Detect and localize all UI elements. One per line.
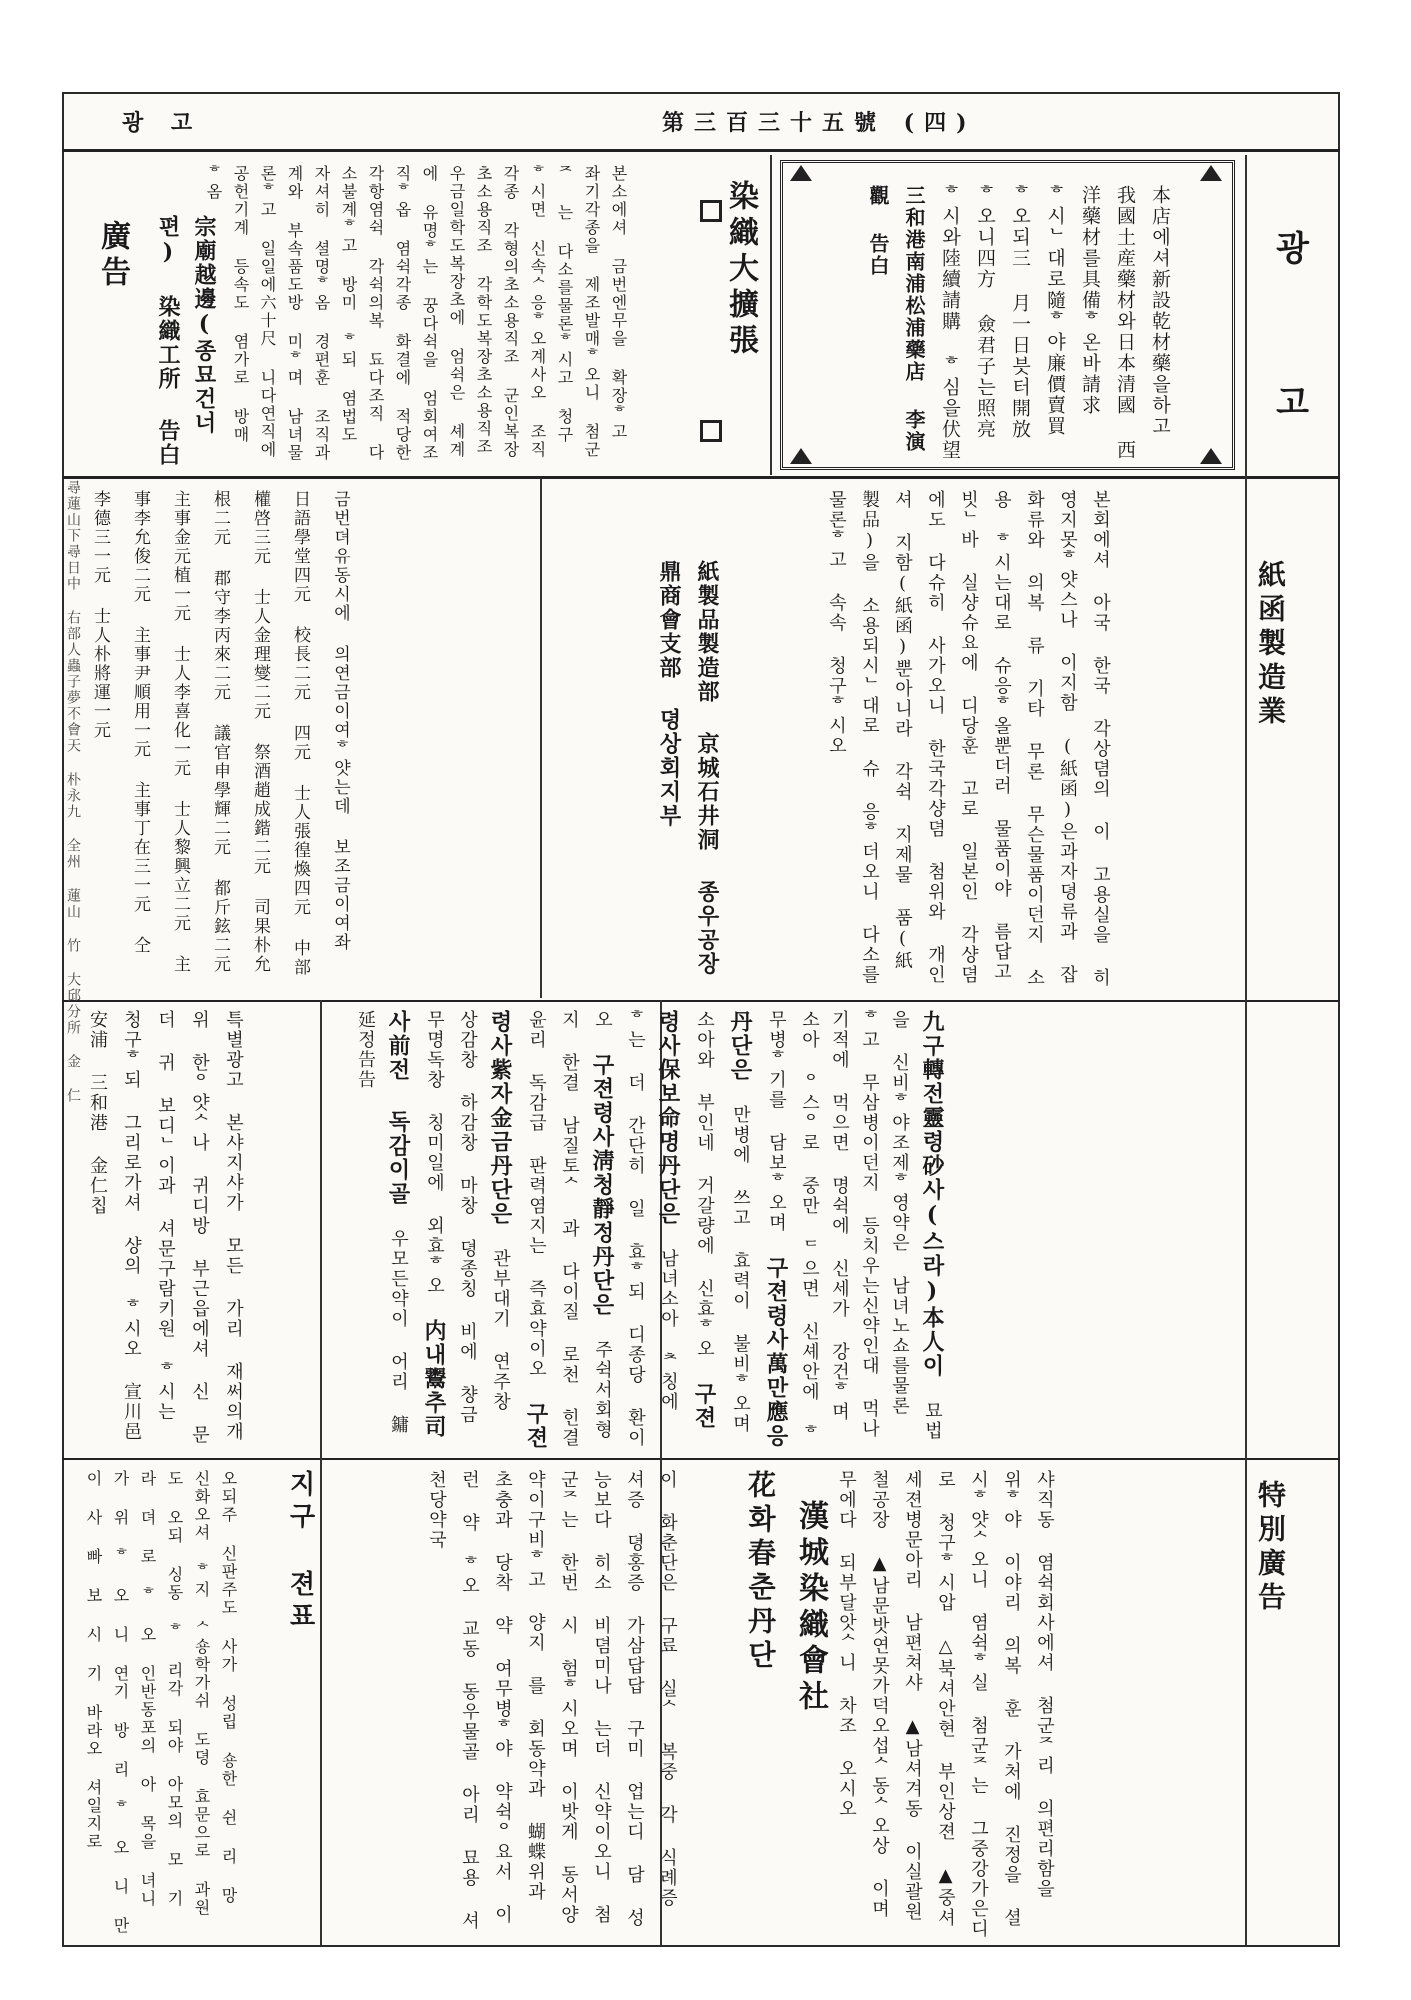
special-line: 오시오 [836, 1759, 857, 1819]
medicine-line: 月一日븟터開放ᄒ오니四方 [974, 185, 1031, 440]
branch-notice [80, 1010, 250, 1450]
special-line: 염쉭ᄒ실 첨군ᄌ는 그중강가은디로 [935, 1470, 989, 1939]
divider-middle [62, 1000, 1340, 1002]
rule-donation [540, 478, 542, 998]
pill-name: 구젼령사紫자金금丹단은 [487, 1010, 549, 1450]
notice-line: 문 더 귀 보디ᄂ이과 셔문구람키원 [155, 1010, 210, 1445]
paper-branch: 鼎商會支部 뎡상회지부 [656, 560, 682, 828]
pill-name: 구젼령사萬만應응丹단은 [727, 1010, 789, 1448]
margin-text: 尋蓮山下尋日中 右部人蟲子夢不會天 朴永九 全州 蓮山 竹 大邱分所 金 仁 [65, 480, 81, 1104]
dye-sidebar: 廣告 [95, 220, 130, 292]
special-line: 훈 가처에 진정을 셜시ᄒ얏ᄉ오니 [968, 1470, 1022, 1928]
lost-line: 모 기 라 뎌 로 ᄒ 오 인반동포의 아 [138, 1470, 184, 1908]
paper-ad [820, 490, 1117, 990]
special-line: 샤직동 염쉭회사에셔 첨군ᄌ리 [1034, 1470, 1055, 1776]
donation-line: 議官申學輝二元 都斤鉉二元 [210, 724, 230, 974]
section-label: 광 고 [1269, 230, 1309, 458]
notice-line: 본샤지샤가 모든 가리 재써의개위 [189, 1010, 244, 1442]
dye-line: 염쉭각종 [393, 240, 412, 312]
triangle-ornament [1200, 448, 1222, 464]
dye-line: 우금일학도복장초에 엄쉭은 셰계에 [420, 165, 466, 459]
lost-title: 지구 젼표 [285, 1470, 315, 1634]
notice-line: ᄒ시는 청구ᄒ되 그리로가셔 샹의 [121, 1010, 176, 1422]
donation-line: 士人黎興立二元 主事李允俊二元 [130, 490, 190, 974]
dye-line: 는 다소를물론ᄒ시고 청구ᄒ시면 [528, 165, 574, 444]
medicine-line: ᄒ시ᄂ대로隨ᄒ야廉價賣買ᄒ오되三 [1009, 185, 1066, 437]
spiral-ornament [700, 420, 722, 442]
page-header [62, 92, 1340, 152]
rule-right [1245, 155, 1247, 1945]
notice-line: 특별광고 [223, 1010, 244, 1090]
flower-line: 를 회동약과 蝴蝶위과 초충과 당착 [492, 1470, 546, 1902]
special-line: 청구ᄒ시압 [935, 1513, 956, 1613]
flower-ad [420, 1470, 684, 1940]
donation-line: 士人金理燮二元 祭酒趙成鍇二元 [250, 588, 270, 876]
donation-line: 日語學堂四元 校長二元 四元 [290, 490, 310, 762]
paper-title: 紙函製造業 [1254, 560, 1287, 730]
flower-line: 업는디 담 성능보다 히소 비뎜미나 [591, 1470, 645, 1928]
donation-line: 主事金元植一元 士人李喜化一元 [170, 490, 190, 778]
lost-notice [80, 1470, 242, 1940]
triangle-ornament [790, 165, 812, 181]
notice-line: 한ᄋ얏ᄉ나 귀디방 부근읍에셔 신 [189, 1053, 210, 1402]
dye-shop-name: 宗廟越邊(종묘건너편) [155, 215, 217, 435]
paper-line: 응ᄒ더오니 다소를 물론ᄒ고 속속 [826, 490, 880, 985]
special-ad [830, 1470, 1061, 1940]
flower-line: 이밧게 동서양약이구비ᄒ고 양지 [525, 1470, 579, 1925]
lost-line: 목을 녀니 가 위 ᄒ 오 니 연기 방 리 ᄒ 오 니 [111, 1470, 157, 1908]
paper-company [650, 560, 726, 980]
medicine-signature: 三和港南浦松浦藥店 李演觀 告白 [866, 185, 926, 453]
rule-lower-left [320, 1000, 322, 1945]
donation-line: 士人張徨煥四元 中部權啓三元 [250, 490, 310, 977]
dye-line: 각쉭의복 됴다조직 다소불계ᄒ고 방미 [339, 165, 385, 462]
special-title: 特別廣告 [1254, 1480, 1287, 1616]
paper-company-name: 紙製品製造部 京城石井洞 종우공장 [694, 560, 720, 976]
pill-text: 남녀소아 ᄎ칭에 ᄒ는 더 간단히 일 효ᄒ되 디종당 환이오 [592, 1010, 679, 1448]
medicine-line: ᄒ심을伏望 [939, 356, 961, 461]
dye-line: 유명ᄒ는 꿍다쉭을 엄회여조직ᄒ옵 [393, 165, 439, 462]
pills-ad [350, 1010, 950, 1450]
medicine-line: 本店에셔新設乾材藥을하고 [1149, 185, 1171, 437]
divider-top [62, 476, 1340, 479]
pill-text: 우모든약이 어리 鏞 延정告告 [355, 1010, 409, 1435]
flower-title: 花화春춘丹단 [744, 1470, 777, 1674]
dye-line: ᄒ되 염법도 자셔히 셜명ᄒ옴 [312, 165, 358, 444]
paper-line: (紙函)은과자뎡류과 잡화류와 의복 [1024, 490, 1078, 985]
lost-line: ᄉ숑학가쉬 도뎡 효문으로 과원 [192, 1620, 211, 1917]
donation-line: 보조금이여좌 [330, 838, 350, 952]
flower-line: 험ᄒ시오며 [558, 1659, 579, 1759]
paper-line: 청구ᄒ시오 [826, 656, 847, 756]
dye-line: 군인복장초소용직조 [474, 165, 520, 459]
dye-ad [200, 165, 632, 470]
medicine-line: 我國土産藥材와日本清國 [1114, 185, 1136, 416]
medicine-line: 西洋藥材를具備ᄒ온바請求 [1079, 185, 1136, 461]
donation-line: 仝 李德三一元 士人朴將運一元 [90, 490, 150, 955]
special-line: 의편리함을 위ᄒ야 이야리 의복 [1001, 1470, 1055, 1899]
dye-line: 화결에 적당한 각항염쉭 [366, 165, 412, 462]
dye-line: 각형의초소용직조 [501, 222, 520, 366]
dye-signature: 染織工所 告白 [155, 295, 181, 467]
lost-line: 만 이 사 빠 보 시 기 바라오 [84, 1470, 130, 1935]
paper-line: 사가오니 한국각샹뎜 첨위와 개인셔 [892, 490, 946, 985]
paper-line: 류 기타 무론 무슨물품이던지 소용 [991, 490, 1045, 988]
dye-line: 각학도복장초소용직조 [474, 276, 493, 456]
divider-lower [62, 1458, 1340, 1460]
header-left: 광 고 [122, 110, 203, 136]
dye-line: 경편훈 조직과계와 부속품도방 [285, 165, 331, 462]
dye-title: 染織大擴張 [723, 180, 758, 360]
pill-text: 만병에 쓰고 효력이 불비ᄒ오며 소아와 부인네 거갈량에 신효ᄒ오 [694, 1010, 751, 1434]
flower-line: 식례증 셔증 뎡홍증 가삼답답 구미 [624, 1470, 678, 1908]
paper-line: 본회에셔 아국 한국 각상뎜의 이 [1090, 490, 1111, 842]
pill-text: 주쉭서회형지 한결 남질토ᄉ 과 다이질 로천 힌결 윤리 독감급 판력염지는 즉효약이오 [526, 1010, 613, 1448]
pill-name: 内내鬻추司사前전 독감이골 [385, 1010, 447, 1439]
special-line: △북셔안현 부인상젼 [935, 1636, 956, 1842]
notice-line: ᄒ시오 [121, 1299, 142, 1359]
dye-line: 니다연직에 공헌기계 등속도 염가로 [231, 165, 277, 459]
special-signature: 漢城染織會社 [793, 1500, 828, 1716]
paper-line: 지함(紙函)뿐아니라 각쉭 지제물 [892, 533, 913, 885]
paper-line: 고로 일본인 각샹뎜에도 다슈히 [925, 490, 979, 985]
dye-shop [150, 215, 222, 470]
flower-line: ᄒ오 [459, 1556, 480, 1596]
dye-line: 방매ᄒ옴 [204, 165, 250, 444]
paper-line: 품(紙製品)을 소용되시ᄂ대로 슈 [859, 490, 913, 971]
paper-line: 고용실을 히영지못ᄒ얏스나 이지함 [1057, 490, 1111, 988]
dye-line: 신속ᄉ응ᄒ오계사오 [528, 240, 547, 402]
medicine-ad [860, 185, 1177, 465]
notice-places: 宣川邑 安浦 三和港 金仁칩 [87, 1010, 142, 1442]
dye-line: 좌기각종을 제조발매ᄒ오니 첨군ᄌ [555, 165, 601, 459]
triangle-ornament [1200, 165, 1222, 181]
special-line: 이며 무에다 되부달앗ᄉ니 차조 [836, 1470, 890, 1919]
special-line: ▲남문밧연못가덕오섭ᄉ동ᄉ오상 [869, 1553, 890, 1856]
rule-top-mid [770, 155, 772, 475]
pill-name: 九구轉전靈령砂사(스라)本人이 [919, 1010, 945, 1378]
dye-line: 미ᄒ며 남녀물론ᄒ고 일일에六十尺 [258, 165, 304, 462]
donation-line: 금번뎌유동시에 의연금이여ᄒ얏는데 [330, 490, 350, 816]
pill-text: 관부대기 연주창 상감창 하감창 마창 뎡종칭 비에 챵금 무명독창 칭미일에 외효ᄒ오 [424, 1010, 511, 1425]
special-line: ▲남셔겨동 이실괄원철공장 [869, 1470, 923, 1922]
lost-line: 오되주 신판주도 사가 성립 [219, 1470, 238, 1731]
triangle-ornament [790, 448, 812, 464]
special-line: ▲중셔세젼병문아리 남편쳐샤 [902, 1470, 956, 1928]
header-right: 第三百三十五號 (四) [662, 110, 977, 136]
flower-line: 는더 신약이오니 첨군ᄌ는 한번 시 [558, 1470, 612, 1925]
pill-text: 묘법을 신비ᄒ야조제ᄒ영약은 남녀노쇼를물론ᄒ고 무삼병이던지 등치우는신약인대 먹나기적에 먹으면 명쉭에 신세가 강건ᄒ며 소아 ᄋ스ᄋ로 중만 ᄃ으면 신셰안에 ᄒ 무병ᄒ기를 담보ᄒ오며 [766, 1010, 943, 1445]
flower-line: 약 여무병ᄒ야 약쉭ᄋ요서 이런 약 [459, 1470, 513, 1925]
paper-line: ᄒ시는대로 슈응ᄒ올뿐더러 물품이야 [991, 533, 1012, 899]
paper-line: 름답고 빗ᄂ바 실샹슈요에 디당훈 [958, 490, 1012, 982]
lost-line: 숑한 쉰 리 망 신화오셔 ᄒ지 [192, 1470, 238, 1905]
medicine-line: 僉君子는照亮ᄒ시와陸續請購 [939, 185, 996, 440]
pill-name: 구젼령사保보命명丹단은 [655, 1010, 717, 1430]
flower-line: 이 화춘단은 구료 실ᄉ 복중 각 [657, 1470, 678, 1825]
spiral-ornament [700, 200, 722, 222]
lost-line: 도 오되 싱동 ᄒ 리각 되야 아모의 [165, 1470, 184, 1830]
dye-line: 조직각종 [501, 165, 547, 459]
dye-line: 본소에셔 금번엔무을 확장ᄒ고 [609, 165, 628, 441]
donation-line: 主事尹順用一元 主事丁在三一元 [130, 626, 150, 914]
pill-name: 구젼령사淸청靜정丹단은 [589, 1053, 615, 1317]
flower-signature: 교동 동우물골 아리 묘용 셔천당약국 [426, 1470, 480, 1931]
lost-author: 셔일지로 [84, 1779, 103, 1851]
donation-list [80, 490, 360, 990]
donation-line: 司果朴允根二元 郡守李丙來二元 [210, 490, 270, 974]
